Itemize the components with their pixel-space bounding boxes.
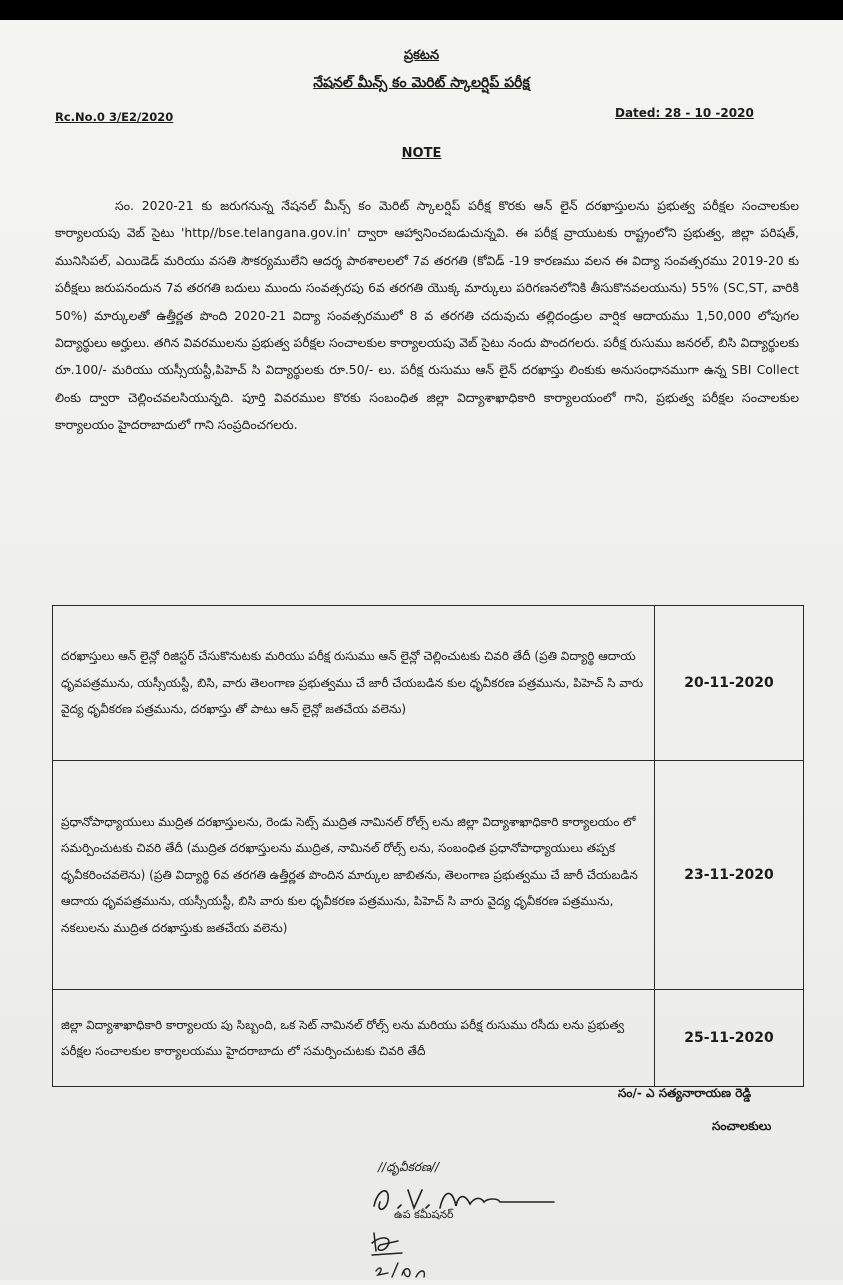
- note-heading: NOTE: [401, 146, 442, 161]
- table-row: [53, 990, 804, 1087]
- reference-number: Rc.No.0 3/E2/2020: [55, 110, 174, 124]
- table-row: [53, 761, 804, 990]
- exam-name-heading: నేషనల్ మీన్స్ కం మెరిట్ స్కాలర్షిప్ పరీక్ష: [313, 75, 530, 91]
- top-black-bar: [0, 0, 843, 20]
- notice-paragraph-text: సం. 2020-21 కు జరుగనున్న నేషనల్ మీన్స్ కం మెరిట్ స్కాలర్షిప్ పరీక్ష కొరకు ఆన్ లైన్ దరఖాస్తులను ప్రభుత్వ పరీక్షల సంచాలకుల కార్యాలయపు వెబ్ సైటు 'http//bse.telangana.gov.in' ద్వారా ఆహ్వానించబడుచున్నవి. ఈ పరీక్ష వ్రాయుటకు రాష్ట్రంలోని ప్రభుత్వ, జిల్లా పరిషత్, మునిసిపల్, ఎయిడెడ్ మరియు వసతి సౌకర్యములేని ఆదర్శ పాఠశాలలలో 7వ తరగతి (కోవిడ్ -19 కారణము వలన ఈ విద్యా సంవత్సరము 2019-20 కు పరీక్షలు జరుపనందున 7వ తరగతి బదులు ముందు సంవత్సరపు 6వ తరగతి యొక్క మార్కులు పరిగణనలోనికి తీసుకొనవలయును) 55% (SC,ST, వారికి 50%) మార్కులతో ఉత్తీర్ణత పొంది 2020-21 విద్యా సంవత్సరములో 8 వ తరగతి చదువుచు తల్లిదండ్రుల వార్షిక ఆదాయము 1,50,000 లోపుగల విద్యార్థులు అర్హులు. తగిన వివరములను ప్రభుత్వ పరీక్షల సంచాలకుల కార్యాలయపు వెబ్ సైటు నందు పొందగలరు. పరీక్ష రుసుము జనరల్, బిసి విద్యార్థులకు రూ.100/- మరియు యస్సీయస్టీ,పిహెచ్ సి విద్యార్థులకు రూ.50/- లు. పరీక్ష రుసుము ఆన్ లైన్ దరఖాస్తు లింకుకు అనుసంధానముగా ఉన్న SBI Collect లింకు ద్వారా చెల్లించవలసియున్నది. పూర్తి వివరముల కొరకు సంబంధిత జిల్లా విద్యాశాఖాధికారి కార్యాలయంలో గాని, ప్రభుత్వ పరీక్షల సంచాలకుల కార్యాలయం హైదరాబాదులో గాని సంప్రదించగలరు.: [55, 198, 799, 433]
- schedule-description: ప్రధానోపాధ్యాయులు ముద్రిత దరఖాస్తులను, రెండు సెట్స్ ముద్రిత నామినల్ రోల్స్ లను జిల్లా విద్యాశాఖాధికారి కార్యాలయం లో సమర్పించుటకు చివరి తేదీ (ముద్రిత దరఖాస్తులను ముద్రిత, నామినల్ రోల్స్ లను, సంబంధిత ప్రధానోపాధ్యాయులు తప్పక ధృవీకరించవలెను) (ప్రతి విద్యార్థి 6వ తరగతి ఉత్తీర్ణత పొందిన మార్కుల జాబితను, తెలంగాణ ప్రభుత్వము చే జారీ చేయబడిన ఆదాయ ధృవపత్రమును, యస్సీయస్టీ, బిసి వారు కుల ధృవీకరణ పత్రమును, పిహెచ్ సి వారు వైద్య ధృవీకరణ పత్రమును, నకలులను ముద్రిత దరఖాస్తుకు జతచేయ వలెను): [53, 761, 655, 990]
- signatory-designation: సంచాలకులు: [712, 1119, 772, 1133]
- notice-page: [0, 20, 843, 1280]
- schedule-description: దరఖాస్తులు ఆన్ లైన్లో రిజిస్టర్ చేసుకొనుటకు మరియు పరీక్ష రుసుము ఆన్ లైన్లో చెల్లించుటకు చివరి తేదీ (ప్రతి విద్యార్థి ఆదాయ ధృవపత్రమును, యస్సీయస్టీ, బిసి, వారు తెలంగాణ ప్రభుత్వము చే జారీ చేయబడిన కుల ధృవీకరణ పత్రమును, పిహెచ్ సి వారు వైద్య ధృవీకరణ పత్రమును, దరఖాస్తు తో పాటు ఆన్ లైన్లో జతచేయ వలెను): [53, 606, 655, 761]
- notice-date: Dated: 28 - 10 -2020: [615, 106, 754, 120]
- attesting-officer-designation: ఉప కమీషనర్: [394, 1208, 454, 1221]
- handwritten-initials: [368, 1225, 448, 1285]
- notice-title: ప్రకటన: [403, 48, 440, 63]
- table-row: [53, 606, 804, 761]
- notice-paragraph: [55, 192, 799, 439]
- attested-label: //ధృవీకరణ//: [378, 1160, 439, 1174]
- schedule-date: 25-11-2020: [655, 990, 804, 1087]
- schedule-description: జిల్లా విద్యాశాఖాధికారి కార్యాలయ పు సిబ్బంది, ఒక సెట్ నామినల్ రోల్స్ లను మరియు పరీక్ష రుసుము రసీదు లను ప్రభుత్వ పరీక్షల సంచాలకుల కార్యాలయము హైదరాబాదు లో సమర్పించుటకు చివరి తేదీ: [53, 990, 655, 1087]
- schedule-date: 23-11-2020: [655, 761, 804, 990]
- signatory-name: సం/- ఎ సత్యనారాయణ రెడ్డి: [618, 1086, 752, 1100]
- schedule-table: [52, 605, 804, 1087]
- schedule-date: 20-11-2020: [655, 606, 804, 761]
